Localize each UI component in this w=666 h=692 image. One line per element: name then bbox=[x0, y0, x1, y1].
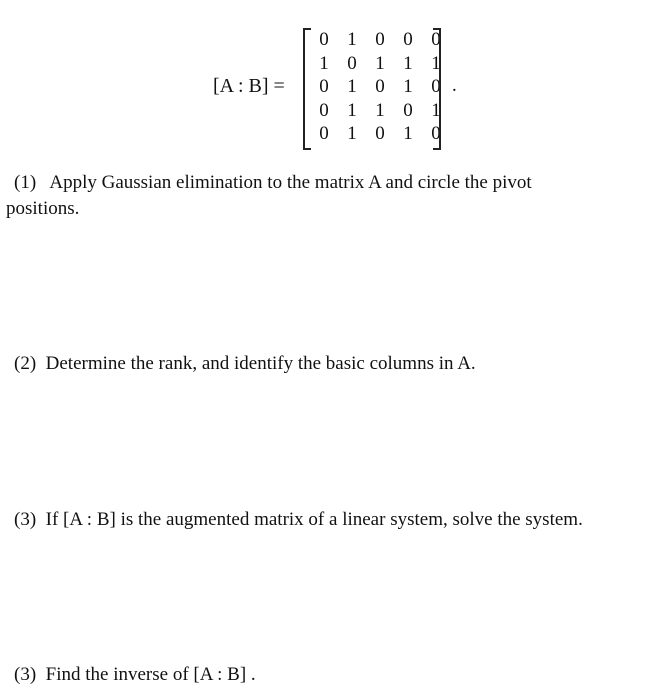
matrix-entry: 0 bbox=[319, 29, 329, 50]
matrix-entry: 1 bbox=[403, 52, 413, 74]
question-1: (1) Apply Gaussian elimination to the matrix A and circle the pivot bbox=[14, 172, 532, 193]
matrix-label: [A : B] = bbox=[213, 75, 285, 97]
matrix-entry: 0 bbox=[375, 76, 385, 97]
equation-period: . bbox=[452, 75, 457, 96]
matrix-entry: 1 bbox=[375, 52, 385, 74]
right-bracket bbox=[433, 28, 441, 150]
matrix-entry: 0 bbox=[403, 99, 413, 121]
matrix-entry: 0 bbox=[319, 99, 329, 121]
matrix-entry: 0 bbox=[403, 29, 413, 50]
matrix-entry: 1 bbox=[431, 99, 441, 121]
question-2: (2) Determine the rank, and identify the basic columns in A. bbox=[14, 353, 476, 374]
question-3: (3) If [A : B] is the augmented matrix of a linear system, solve the system. bbox=[14, 509, 583, 530]
matrix-entry: 1 bbox=[347, 29, 357, 50]
matrix-entry: 0 bbox=[431, 123, 441, 144]
question-4: (3) Find the inverse of [A : B] . bbox=[14, 664, 256, 685]
matrix-entry: 1 bbox=[403, 123, 413, 144]
matrix-entry: 0 bbox=[431, 76, 441, 97]
matrix-entry: 1 bbox=[375, 99, 385, 121]
matrix-entry: 1 bbox=[347, 123, 357, 144]
matrix-entry: 0 bbox=[319, 123, 329, 144]
question-1-continued: positions. bbox=[6, 198, 80, 219]
matrix-entry: 0 bbox=[375, 123, 385, 144]
matrix-entry: 0 bbox=[431, 29, 441, 50]
matrix-entry: 0 bbox=[375, 29, 385, 50]
matrix bbox=[310, 29, 450, 147]
matrix-entry: 1 bbox=[347, 99, 357, 121]
matrix-entry: 1 bbox=[319, 52, 329, 74]
matrix-entry: 1 bbox=[347, 76, 357, 97]
matrix-entry: 0 bbox=[347, 52, 357, 74]
matrix-entry: 1 bbox=[431, 52, 441, 74]
matrix-entry: 1 bbox=[403, 76, 413, 97]
matrix-entry: 0 bbox=[319, 76, 329, 97]
